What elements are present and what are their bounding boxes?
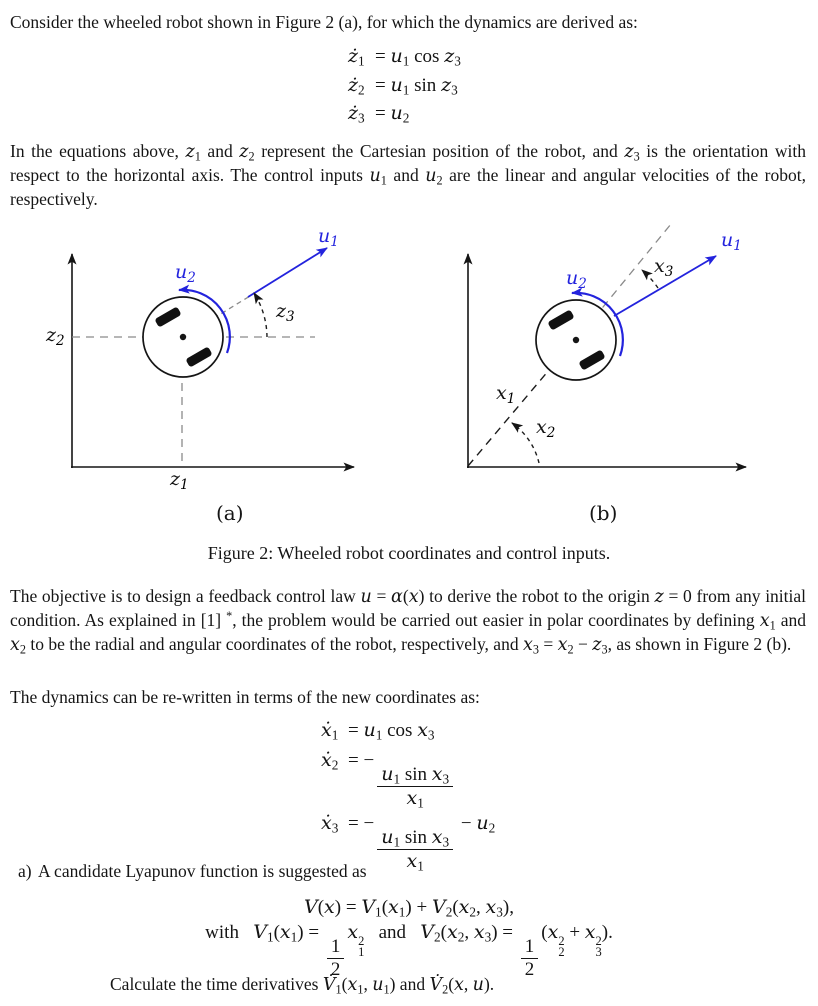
b-x2-label: $x_2$ [536, 416, 556, 441]
lyapunov-function-equation: $V(x) = V_1(x_1) + V_2(x_2$, $x_3$), [303, 896, 514, 920]
b-x1-radial-dashed-line [468, 357, 560, 466]
paragraph-rewritten: The dynamics can be re-written in terms of the new coordinates as: [10, 687, 480, 707]
a-u1-label: $u_1$ [318, 225, 339, 250]
a-z2-axis-label: $z_2$ [46, 324, 65, 349]
equation-line: $ż_3$ = $u_2$ [348, 102, 410, 126]
a-u2-label: $u_2$ [175, 261, 196, 286]
paragraph-objective: The objective is to design a feedback control law u = α(x) to derive the robot to the origin z = 0 from any initial condition. As explained in [1] *, the problem would be carried out easier in polar coordinates by defining $x_1$ and $x_2$ to be the radial and angular coordinates of the robot, respectively, and $x_3 = x_2 - z_3$, as shown in Figure 2 (b). [10, 586, 807, 657]
a-robot-center-dot [180, 334, 186, 340]
figure-2-diagrams [0, 225, 818, 525]
item-a [18, 861, 367, 882]
calculate-derivatives-line: Calculate the time derivatives $V̇_1(x_1$, $u_1$) and $V̇_2(x$, u). [110, 974, 495, 997]
b-x2-angle-arc [512, 423, 539, 463]
b-u1-label: $u_1$ [721, 229, 742, 254]
dynamics-x-equations [321, 719, 495, 875]
lyapunov-with-definitions: with $V_1(x_1)$ = $\frac{1}{2}$ x 2 1 and $V_2(x_2$, $x_3$) = $\frac{1}{2}$ (x 2 2 + x 2 3 ). [205, 921, 613, 980]
b-sublabel: (b) [589, 501, 618, 525]
a-z3-angle-label: $z_3$ [276, 300, 295, 325]
figure-a [45, 225, 354, 525]
b-robot-center-dot [573, 337, 579, 343]
equation-line: ẋ$_3$ = − $\frac{u_1 \sin x_3}{x_1}$ − $u_2$ [321, 812, 496, 874]
item-a-text: A candidate Lyapunov function is suggested as [38, 861, 367, 881]
b-x1-label: $x_1$ [496, 382, 516, 407]
a-z1-axis-label: $z_1$ [170, 468, 189, 493]
figure-2-caption: Figure 2: Wheeled robot coordinates and control inputs. [207, 543, 611, 563]
dynamics-z-equations [348, 46, 461, 132]
equation-line: $ż_2$ = $u_1$ $\sin z_3$ [348, 73, 458, 98]
item-a-label: a) [18, 861, 32, 881]
paragraph-intro: Consider the wheeled robot shown in Figure 2 (a), for which the dynamics are derived as: [10, 12, 638, 32]
equation-line: $ż_1$ = $u_1$ $\cos z_3$ [348, 45, 461, 69]
a-z3-angle-arc [254, 293, 267, 337]
a-u1-velocity-arrow [248, 248, 327, 297]
equation-line: ẋ$_2$ = − $\frac{u_1 \sin x_3}{x_1}$ [321, 749, 495, 809]
b-u2-label: $u_2$ [566, 267, 587, 292]
b-x3-label: $x_3$ [654, 255, 674, 280]
paragraph-coordinates: In the equations above, $z_1$ and $z_2$ represent the Cartesian position of the robot, and $z_3$ is the orientation with respect to the horizontal axis. The control inputs $u_1$ and $u_2$ are the linear and angular velocities of the robot, respectively. [10, 141, 806, 209]
equation-line: ẋ$_1$ = $u_1$ $\cos x_3$ [321, 719, 435, 743]
a-sublabel: (a) [216, 501, 244, 525]
figure-b [467, 225, 746, 525]
